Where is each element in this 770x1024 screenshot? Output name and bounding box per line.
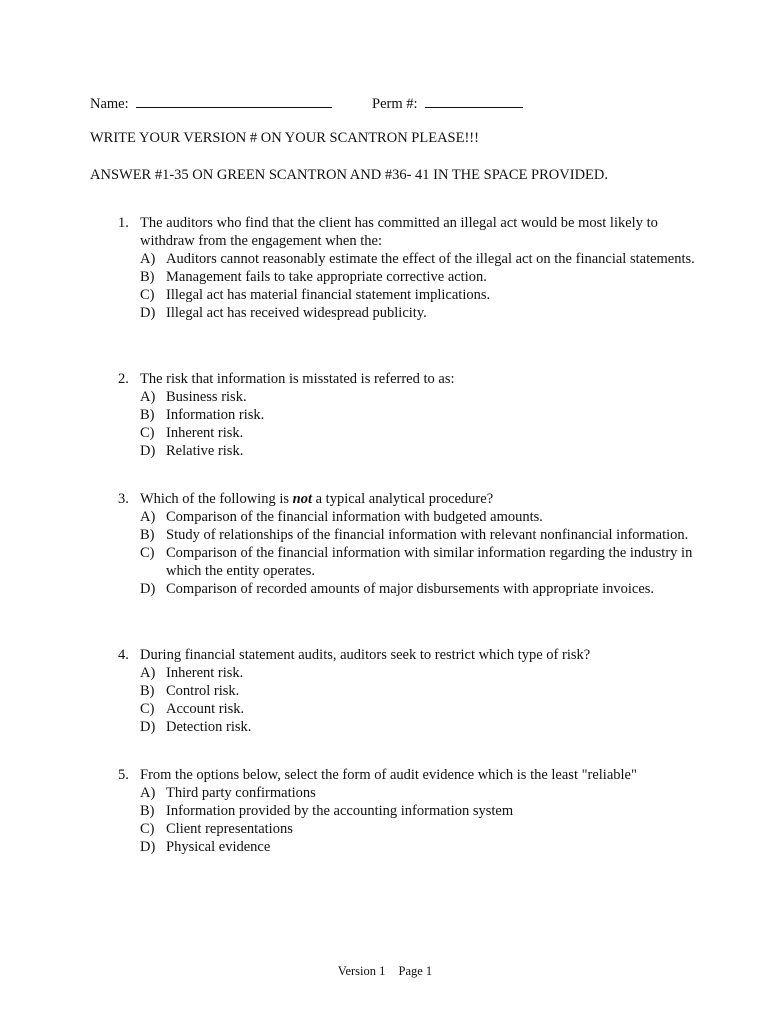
question-text: Which of the following is not a typical analytical procedure? bbox=[140, 491, 494, 507]
option-letter: B) bbox=[140, 683, 155, 699]
option-text: Information risk. bbox=[166, 407, 265, 423]
option-letter: D) bbox=[140, 719, 156, 735]
option-text: Study of relationships of the financial information with relevant nonfinancial information. bbox=[166, 527, 689, 543]
option-a bbox=[140, 664, 698, 682]
option-text: Business risk. bbox=[166, 389, 247, 405]
option-b bbox=[140, 802, 698, 820]
option-letter: D) bbox=[140, 305, 156, 321]
question-text: During financial statement audits, auditors seek to restrict which type of risk? bbox=[140, 647, 591, 663]
option-text: Account risk. bbox=[166, 701, 245, 717]
option-d bbox=[140, 580, 698, 598]
option-text: Auditors cannot reasonably estimate the effect of the illegal act on the financial statements. bbox=[166, 251, 695, 267]
option-d bbox=[140, 304, 698, 322]
question-5 bbox=[118, 766, 698, 856]
option-d bbox=[140, 838, 698, 856]
option-c bbox=[140, 820, 698, 838]
option-letter: C) bbox=[140, 425, 155, 441]
option-letter: B) bbox=[140, 803, 155, 819]
option-text: Inherent risk. bbox=[166, 425, 244, 441]
question-number: 3. bbox=[118, 491, 129, 507]
question-number: 2. bbox=[118, 371, 129, 387]
question-2 bbox=[118, 370, 698, 460]
option-letter: C) bbox=[140, 701, 155, 717]
option-c bbox=[140, 700, 698, 718]
emphasis-word: not bbox=[292, 491, 312, 507]
option-d bbox=[140, 718, 698, 736]
version-label: Version 1 bbox=[337, 964, 386, 978]
option-text: Comparison of the financial information with budgeted amounts. bbox=[166, 509, 543, 525]
option-b bbox=[140, 406, 698, 424]
option-letter: B) bbox=[140, 527, 155, 543]
option-text: Control risk. bbox=[166, 683, 240, 699]
question-1 bbox=[118, 214, 698, 322]
option-text: Information provided by the accounting information system bbox=[166, 803, 514, 819]
perm-label: Perm #: bbox=[372, 96, 418, 112]
option-text: Comparison of recorded amounts of major disbursements with appropriate invoices. bbox=[166, 581, 655, 597]
option-a bbox=[140, 508, 698, 526]
option-letter: D) bbox=[140, 581, 156, 597]
perm-blank[interactable] bbox=[425, 93, 523, 108]
question-text: The auditors who find that the client has committed an illegal act would be most likely to withdraw from the engagement when the: bbox=[140, 215, 658, 249]
option-c bbox=[140, 286, 698, 304]
option-text: Detection risk. bbox=[166, 719, 252, 735]
option-letter: A) bbox=[140, 389, 156, 405]
option-text: Illegal act has received widespread publicity. bbox=[166, 305, 427, 321]
option-a bbox=[140, 388, 698, 406]
option-b bbox=[140, 526, 698, 544]
option-letter: B) bbox=[140, 407, 155, 423]
option-letter: A) bbox=[140, 509, 156, 525]
page-number: Page 1 bbox=[398, 964, 433, 978]
option-c bbox=[140, 424, 698, 442]
option-a bbox=[140, 784, 698, 802]
option-letter: A) bbox=[140, 665, 156, 681]
page-footer bbox=[0, 962, 770, 980]
option-b bbox=[140, 268, 698, 286]
option-letter: A) bbox=[140, 251, 156, 267]
option-text: Physical evidence bbox=[166, 839, 271, 855]
option-letter: C) bbox=[140, 287, 155, 303]
name-label: Name: bbox=[90, 96, 129, 112]
question-4 bbox=[118, 646, 698, 736]
option-c bbox=[140, 544, 698, 580]
option-text: Client representations bbox=[166, 821, 293, 837]
option-text: Management fails to take appropriate corrective action. bbox=[166, 269, 487, 285]
name-blank[interactable] bbox=[136, 93, 332, 108]
option-b bbox=[140, 682, 698, 700]
option-letter: D) bbox=[140, 839, 156, 855]
option-text: Comparison of the financial information with similar information regarding the industry in which the entity operates. bbox=[166, 545, 693, 579]
question-number: 5. bbox=[118, 767, 129, 783]
instruction-version: WRITE YOUR VERSION # ON YOUR SCANTRON PLEASE!!! bbox=[90, 130, 479, 146]
option-d bbox=[140, 442, 698, 460]
instruction-answer: ANSWER #1-35 ON GREEN SCANTRON AND #36- 41 IN THE SPACE PROVIDED. bbox=[90, 167, 608, 183]
option-letter: B) bbox=[140, 269, 155, 285]
question-number: 1. bbox=[118, 215, 129, 231]
option-a bbox=[140, 250, 698, 268]
question-number: 4. bbox=[118, 647, 129, 663]
option-text: Inherent risk. bbox=[166, 665, 244, 681]
option-text: Third party confirmations bbox=[166, 785, 316, 801]
option-text: Illegal act has material financial statement implications. bbox=[166, 287, 491, 303]
name-field-row bbox=[90, 93, 332, 113]
perm-field-row bbox=[372, 93, 523, 113]
option-letter: C) bbox=[140, 821, 155, 837]
question-3 bbox=[118, 490, 698, 598]
question-text: The risk that information is misstated is referred to as: bbox=[140, 371, 455, 387]
option-text: Relative risk. bbox=[166, 443, 244, 459]
option-letter: A) bbox=[140, 785, 156, 801]
option-letter: C) bbox=[140, 545, 155, 561]
option-letter: D) bbox=[140, 443, 156, 459]
question-text: From the options below, select the form of audit evidence which is the least "reliable" bbox=[140, 767, 637, 783]
